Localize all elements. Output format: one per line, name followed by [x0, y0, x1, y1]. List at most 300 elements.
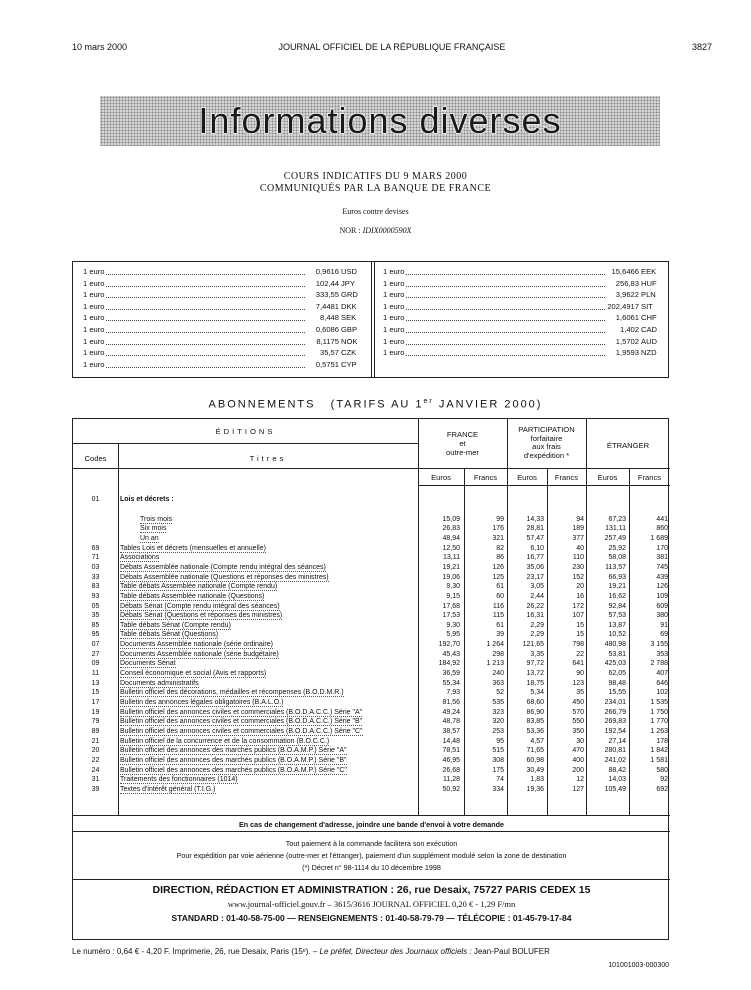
nor-value: IDIX0000590X: [362, 226, 412, 235]
row-value: 175: [492, 766, 504, 774]
rate-row: [383, 301, 665, 313]
rate-value: 35,57: [319, 348, 339, 358]
address-change-note: En cas de changement d'adresse, joindre une bande d'envoi à votre demande: [238, 820, 505, 829]
editions-header: ÉDITIONS: [215, 427, 276, 436]
row-value: 5,34: [530, 689, 544, 697]
dot-leader: [383, 297, 605, 298]
dot-leader: [383, 274, 605, 275]
table-row: [73, 573, 670, 583]
row-value: 19,21: [442, 563, 460, 571]
row-value: 570: [572, 708, 584, 716]
row-title-text: Traitements des fonctionnaires (1014): [120, 776, 238, 784]
row-value: 109: [656, 592, 668, 600]
row-title-text: Documents Sénat: [120, 660, 176, 668]
grid-line: [73, 815, 670, 816]
row-value: 1 213: [486, 660, 504, 668]
rate-label: 1 euro: [383, 301, 405, 311]
row-value: 1 264: [486, 641, 504, 649]
row-value: 62,05: [608, 670, 626, 678]
row-code: 17: [91, 699, 100, 706]
row-title-text: Textes d'intérêt général (T.I.G.): [120, 785, 216, 793]
row-value: 123: [572, 679, 584, 687]
row-value: 14,48: [442, 737, 460, 745]
dot-leader: [83, 309, 305, 310]
row-value: 1 770: [650, 718, 668, 726]
row-title: [120, 717, 424, 727]
row-value: 176: [492, 525, 504, 533]
page-number: 3827: [691, 42, 712, 52]
row-value: 22: [576, 650, 584, 658]
row-value: 53,81: [608, 650, 626, 658]
row-value: 107: [572, 612, 584, 620]
row-value: 36,59: [442, 670, 460, 678]
row-title: [120, 582, 424, 592]
rate-row: [83, 359, 365, 371]
dot-leader: [383, 286, 605, 287]
currency-code: PLN: [641, 290, 656, 300]
row-value: 298: [492, 650, 504, 658]
row-code: 01: [91, 496, 100, 503]
row-title-text: Tables Lois et décrets (mensuelles et annuelle): [120, 544, 266, 552]
row-value: 15: [576, 631, 584, 639]
row-value: 95: [496, 737, 504, 745]
row-value: 9,30: [446, 583, 460, 591]
rate-row: [83, 324, 365, 336]
row-value: 240: [492, 670, 504, 678]
table-row: [73, 524, 670, 534]
row-title: [120, 669, 424, 679]
row-value: 241,02: [604, 756, 626, 764]
row-value: 515: [492, 747, 504, 755]
rate-label: 1 euro: [383, 313, 405, 323]
row-code: 03: [91, 563, 100, 571]
row-value: 646: [656, 679, 668, 687]
rate-label: 1 euro: [83, 324, 105, 334]
row-value: 439: [656, 573, 668, 581]
row-value: 28,81: [526, 525, 544, 533]
row-title: [120, 611, 424, 621]
row-value: 30,49: [526, 766, 544, 774]
table-row: [73, 553, 670, 563]
row-value: 35: [576, 689, 584, 697]
row-value: 48,94: [442, 534, 460, 542]
issue-date: 10 mars 2000: [72, 42, 128, 52]
row-value: 353: [656, 650, 668, 658]
abonnements-heading: [0, 398, 751, 411]
section-banner: [100, 96, 660, 146]
rate-value: 7,4481: [315, 301, 339, 311]
rate-row: [83, 301, 365, 313]
unit-header: Francs: [554, 473, 579, 482]
rate-value: 15,6466: [611, 267, 639, 276]
row-title: [120, 515, 424, 525]
participation-line: d'expédition *: [523, 450, 570, 460]
table-row: [73, 659, 670, 669]
unit-header: Francs: [473, 473, 498, 482]
footer-reference: 101001003-000300: [608, 962, 669, 969]
row-value: 5,95: [446, 631, 460, 639]
grid-line: [418, 485, 670, 486]
row-value: 363: [492, 679, 504, 687]
row-value: 68,60: [526, 699, 544, 706]
row-title-text: Table débats Sénat (Questions): [120, 631, 219, 639]
direction-web: www.journal-officiel.gouv.fr – 3615/3616 JOURNAL OFFICIEL 0,20 € - 1,29 F/mn: [227, 899, 516, 909]
rate-label: 1 euro: [383, 278, 405, 288]
row-title-text: Bulletin officiel des annonces des marchés publics (B.O.A.M.P.) Série "B": [120, 756, 347, 764]
row-value: 1 263: [650, 727, 668, 735]
row-value: 61: [496, 621, 504, 629]
row-title: [120, 679, 424, 689]
row-title-text: Documents administratifs: [120, 679, 199, 687]
rate-label: 1 euro: [83, 267, 105, 276]
table-row: [73, 611, 670, 621]
rate-row: [383, 324, 665, 336]
table-row: [73, 640, 670, 650]
row-value: 441: [656, 515, 668, 523]
row-value: 380: [656, 612, 668, 620]
row-title-text: Conseil économique et social (Avis et rapports): [120, 670, 267, 678]
currency-code: CHF: [641, 313, 657, 323]
row-value: 745: [656, 563, 668, 571]
rate-value: 0,5751: [315, 359, 339, 369]
row-value: 50,92: [442, 785, 460, 793]
row-title: [120, 630, 424, 640]
row-code: 11: [91, 670, 100, 678]
dot-leader: [83, 297, 305, 298]
row-code: 71: [91, 554, 100, 562]
rate-row: [383, 266, 665, 278]
row-value: 12,50: [442, 544, 460, 552]
row-value: 320: [492, 718, 504, 726]
rate-value: 8,1175: [316, 336, 339, 346]
row-code: 15: [91, 689, 100, 697]
rate-row: [383, 312, 665, 324]
rate-value: 1,9593: [615, 348, 639, 358]
row-title: [120, 495, 424, 505]
rate-value: 1,402: [619, 324, 639, 334]
row-title: [120, 524, 424, 534]
row-value: 40: [576, 544, 584, 552]
table-row: [73, 515, 670, 525]
row-value: 98,48: [608, 679, 626, 687]
unit-header: Francs: [637, 473, 662, 482]
row-value: 550: [572, 718, 584, 726]
row-value: 58,08: [608, 554, 626, 562]
row-value: 15: [576, 621, 584, 629]
row-value: 57,47: [526, 534, 544, 542]
payment-note: Tout paiement à la commande facilitera son exécution: [285, 839, 458, 848]
row-title-text: Bulletin officiel des décorations, médailles et récompenses (B.O.D.M.R.): [120, 689, 344, 697]
dot-leader: [383, 355, 605, 356]
row-title: [120, 602, 424, 612]
codes-header: Codes: [84, 454, 107, 463]
table-row: [73, 563, 670, 573]
row-value: 99: [496, 515, 504, 523]
row-value: 39: [496, 631, 504, 639]
row-value: 55,34: [442, 679, 460, 687]
rate-value: 102,44: [315, 278, 339, 288]
row-value: 1 750: [650, 708, 668, 716]
rate-label: 1 euro: [383, 290, 405, 300]
grid-line: [73, 443, 418, 444]
table-row: [73, 746, 670, 756]
rate-value: 0,6086: [315, 324, 339, 334]
table-row: [73, 544, 670, 554]
rate-value: 202,4917: [607, 301, 639, 311]
currency-code: NOK: [341, 336, 358, 346]
row-value: 308: [492, 756, 504, 764]
row-code: 69: [91, 544, 100, 552]
row-title-text: Table débats Assemblée nationale (Compte rendu): [120, 583, 278, 591]
participation-line: forfaitaire: [530, 433, 563, 443]
row-value: 19,36: [526, 785, 544, 793]
row-code: 07: [91, 641, 100, 649]
page-header: [72, 42, 712, 54]
direction-phones: STANDARD : 01-40-58-75-00 — RENSEIGNEMENTS : 01-40-58-79-79 — TÉLÉCOPIE : 01-45-79-17-84: [171, 913, 572, 923]
row-value: 1 535: [650, 699, 668, 706]
row-value: 692: [656, 785, 668, 793]
row-title-text: Bulletin officiel des annonces civiles et commerciales (B.O.D.A.C.C.) Série "A": [120, 708, 363, 716]
row-value: 121,65: [522, 641, 544, 649]
abonnements-subtitle: (TARIFS AU 1: [330, 398, 424, 411]
row-title-text: Débats Assemblée nationale (Questions et réponses des ministres): [120, 573, 329, 581]
row-value: 92,84: [608, 602, 626, 610]
row-value: 26,83: [442, 525, 460, 533]
row-title-text: Documents Assemblée nationale (série ordinaire): [120, 641, 273, 649]
rate-label: 1 euro: [383, 324, 405, 334]
table-row: [73, 708, 670, 718]
dot-leader: [83, 367, 305, 368]
row-value: 60: [496, 592, 504, 600]
nor-reference: [0, 226, 751, 235]
row-value: 3,35: [530, 650, 544, 658]
cours-title: COURS INDICATIFS DU 9 MARS 2000: [283, 171, 468, 182]
row-code: 09: [91, 660, 100, 668]
row-title-text: Table débats Sénat (Compte rendu): [120, 621, 231, 629]
row-value: 35,06: [526, 563, 544, 571]
row-title-text: Un an: [140, 534, 159, 542]
row-value: 27,14: [608, 737, 626, 745]
row-title: [120, 563, 424, 573]
row-value: 74: [496, 776, 504, 784]
row-code: 22: [91, 756, 100, 764]
row-value: 15,55: [608, 689, 626, 697]
row-value: 280,81: [604, 747, 626, 755]
table-row: [73, 766, 670, 776]
row-value: 20: [576, 583, 584, 591]
table-row: [73, 775, 670, 785]
rate-label: 1 euro: [83, 359, 105, 369]
row-value: 88,42: [608, 766, 626, 774]
row-value: 46,95: [442, 756, 460, 764]
row-value: 2,44: [530, 592, 544, 600]
row-value: 192,70: [438, 641, 460, 649]
row-value: 377: [572, 534, 584, 542]
rate-value: 1,6061: [615, 313, 639, 323]
row-value: 13,87: [608, 621, 626, 629]
rate-label: 1 euro: [83, 336, 105, 346]
column-divider: [371, 262, 375, 377]
row-code: 85: [91, 621, 100, 629]
journal-title: JOURNAL OFFICIEL DE LA RÉPUBLIQUE FRANÇAISE: [278, 42, 506, 52]
row-value: 23,17: [526, 573, 544, 581]
row-code: 79: [91, 718, 100, 726]
table-row: [73, 679, 670, 689]
dot-leader: [83, 320, 305, 321]
rate-label: 1 euro: [83, 313, 105, 323]
cours-caption: Euros contre devises: [342, 207, 409, 216]
currency-code: DKK: [341, 301, 357, 311]
row-title-text: Bulletin officiel des annonces des marchés publics (B.O.A.M.P.) Série "C": [120, 766, 347, 774]
row-title-text: Débats Assemblée nationale (Compte rendu intégral des séances): [120, 563, 326, 571]
subscription-table: [72, 418, 669, 940]
row-value: 71,65: [526, 747, 544, 755]
row-value: 152: [572, 573, 584, 581]
row-value: 1 842: [650, 747, 668, 755]
row-value: 17,53: [442, 612, 460, 620]
cours-subtitle: COMMUNIQUÉS PAR LA BANQUE DE FRANCE: [259, 183, 492, 194]
dot-leader: [383, 332, 605, 333]
row-value: 334: [492, 785, 504, 793]
rate-value: 8,448: [319, 313, 339, 323]
row-title-text: Bulletin officiel de la concurrence et de la consommation (B.O.C.C.): [120, 737, 330, 745]
row-value: 266,79: [604, 708, 626, 716]
row-value: 53,36: [526, 727, 544, 735]
row-value: 91: [660, 621, 668, 629]
rate-row: [83, 289, 365, 301]
row-value: 172: [572, 602, 584, 610]
abonnements-sup: er: [423, 398, 434, 405]
table-row: [73, 688, 670, 698]
row-title: [120, 727, 424, 737]
row-value: 61: [496, 583, 504, 591]
row-value: 16,77: [526, 554, 544, 562]
nor-label: NOR :: [339, 226, 361, 235]
row-value: 86,90: [526, 708, 544, 716]
row-value: 16,62: [608, 592, 626, 600]
etranger-header: ÉTRANGER: [606, 441, 650, 450]
row-value: 230: [572, 563, 584, 571]
row-value: 4,57: [530, 737, 544, 745]
row-value: 609: [656, 602, 668, 610]
row-title: [120, 756, 424, 766]
participation-header: [507, 426, 586, 460]
row-title-text: Table débats Assemblée nationale (Questions): [120, 592, 265, 600]
table-row: [73, 650, 670, 660]
row-value: 127: [572, 785, 584, 793]
exchange-rates-table: [72, 261, 669, 378]
table-row: [73, 630, 670, 640]
currency-code: GRD: [341, 290, 358, 300]
grid-line: [73, 879, 670, 880]
row-value: 1 581: [650, 756, 668, 764]
row-value: 60,98: [526, 756, 544, 764]
row-value: 425,03: [604, 660, 626, 668]
row-code: 89: [91, 727, 100, 735]
rate-label: 1 euro: [83, 301, 105, 311]
row-value: 52: [496, 689, 504, 697]
france-line: outre-mer: [446, 448, 479, 457]
row-title: [120, 534, 424, 544]
rate-value: 1,5702: [615, 336, 639, 346]
rates-left-column: [83, 266, 365, 370]
row-value: 26,22: [526, 602, 544, 610]
row-title-text: Débats Sénat (Questions et réponses des ministres): [120, 612, 283, 620]
grid-line: [73, 468, 670, 469]
row-title: [120, 592, 424, 602]
row-title-text: Trois mois: [140, 515, 173, 523]
row-value: 19,06: [442, 573, 460, 581]
rate-value: 0,9616: [315, 267, 339, 276]
row-value: 257,49: [604, 534, 626, 542]
table-row: [73, 756, 670, 766]
row-value: 580: [656, 766, 668, 774]
rate-label: 1 euro: [83, 278, 105, 288]
row-title: [120, 775, 424, 785]
dot-leader: [83, 274, 305, 275]
row-value: 102: [656, 689, 668, 697]
row-title: [120, 737, 424, 747]
table-row: [73, 717, 670, 727]
rate-value: 256,83: [615, 278, 639, 288]
row-value: 26,68: [442, 766, 460, 774]
row-value: 13,72: [526, 670, 544, 678]
currency-code: GBP: [341, 324, 358, 334]
row-value: 170: [656, 544, 668, 552]
titres-header: Titres: [249, 454, 287, 463]
row-code: 35: [91, 612, 100, 620]
currency-code: SIT: [641, 301, 653, 311]
row-value: 200: [572, 766, 584, 774]
row-value: 116: [492, 602, 504, 610]
dot-leader: [83, 332, 305, 333]
row-value: 2,29: [530, 631, 544, 639]
row-value: 7,93: [446, 689, 460, 697]
row-value: 57,53: [608, 612, 626, 620]
row-value: 14,03: [608, 776, 626, 784]
rate-row: [83, 347, 365, 359]
rate-value: 3,9622: [615, 290, 639, 300]
row-code: 21: [91, 737, 100, 745]
rate-label: 1 euro: [383, 267, 405, 276]
row-value: 94: [576, 515, 584, 523]
table-row: [73, 727, 670, 737]
currency-code: SEK: [341, 313, 357, 323]
row-code: 05: [91, 602, 100, 610]
page-footer: [72, 947, 669, 956]
row-title: [120, 573, 424, 583]
row-value: 78,51: [442, 747, 460, 755]
rate-label: 1 euro: [83, 290, 105, 300]
table-row: [73, 534, 670, 544]
air-shipping-note: Pour expédition par voie aérienne (outre-mer et l'étranger), paiement d'un supplément modulé selon la zone de destination: [176, 851, 567, 860]
direction-address: DIRECTION, RÉDACTION ET ADMINISTRATION : 26, rue Desaix, 75727 PARIS CEDEX 15: [152, 884, 591, 896]
row-value: 92: [660, 776, 668, 784]
row-value: 860: [656, 525, 668, 533]
row-value: 184,92: [438, 660, 460, 668]
dot-leader: [383, 309, 605, 310]
row-title: [120, 650, 424, 660]
row-code: 31: [91, 776, 100, 784]
currency-code: EEK: [641, 267, 657, 276]
row-value: 30: [576, 737, 584, 745]
row-value: 86: [496, 554, 504, 562]
row-value: 15,09: [442, 515, 460, 523]
row-value: 12: [576, 776, 584, 784]
row-title: [120, 746, 424, 756]
currency-code: CAD: [641, 324, 658, 334]
participation-line: aux frais: [532, 442, 561, 451]
